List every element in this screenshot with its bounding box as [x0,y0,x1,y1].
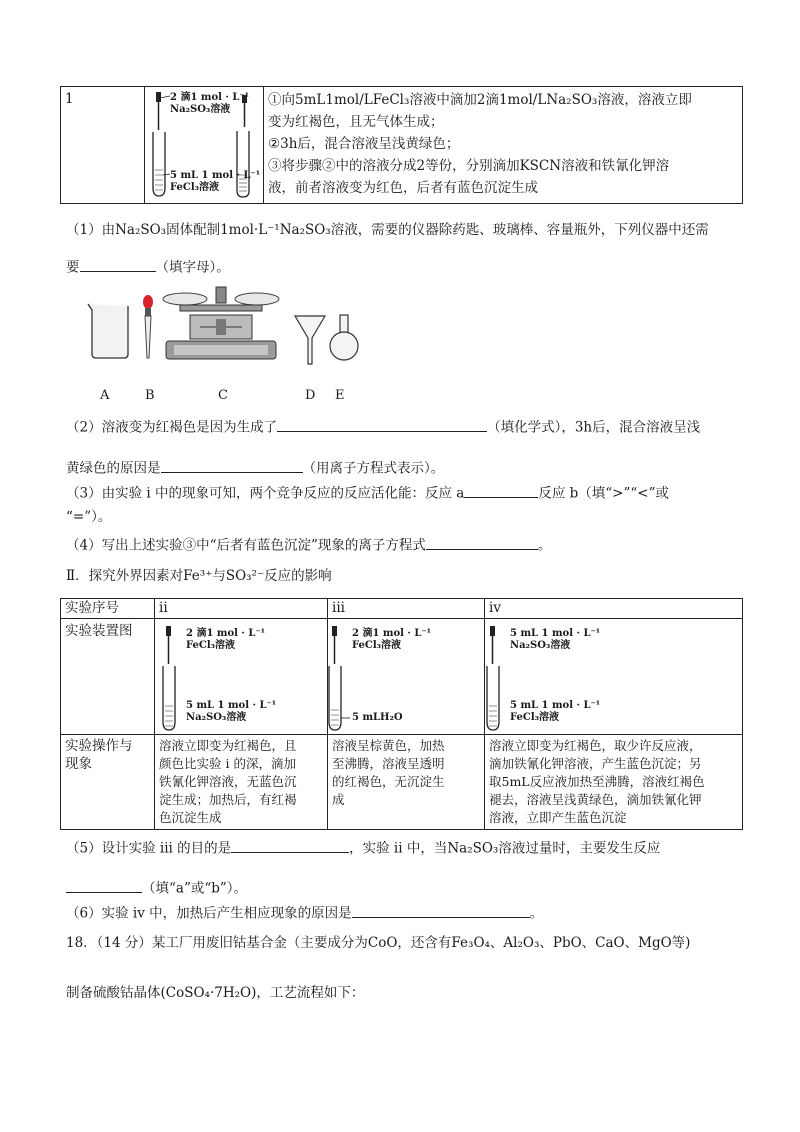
description-cell [264,87,743,204]
ops-label-cell: 实验操作与 现象 [61,735,155,830]
apparatus-label-c: C [218,388,228,403]
header-cell-0: 实验序号 [61,599,155,619]
answer-blank-q1[interactable] [80,257,156,272]
apparatus-label-b: B [145,388,155,403]
section-2-title: Ⅱ．探究外界因素对Fe³⁺与SO₃²⁻反应的影响 [66,568,332,584]
desc-line-3: ②3h后，混合溶液呈浅黄绿色； [268,136,460,152]
answer-blank-q5b[interactable] [66,878,142,893]
flask-icon [327,313,361,363]
iv-tube-label: 5 mL 1 mol · L⁻¹ FeCl₃溶液 [510,700,601,723]
iv-drop-label: 5 mL 1 mol · L⁻¹ Na₂SO₃溶液 [510,628,601,651]
drop-reagent-label: 2 滴1 mol · L⁻¹ Na₂SO₃溶液 [170,92,250,115]
iii-drop-label: 2 滴1 mol · L⁻¹ FeCl₃溶液 [352,628,432,651]
question-6: （6）实验 iv 中，加热后产生相应现象的原因是 。 [66,903,543,924]
question-2-line-1: （2）溶液变为红褐色是因为生成了 （填化学式），3h后，混合溶液呈浅 [66,417,700,438]
test-tube-ii-icon [160,624,188,736]
desc-line-2: 变为红褐色，且无气体生成； [268,114,444,130]
test-tube-iv-icon [484,624,512,736]
question-2-line-2: 黄绿色的原因是 （用离子方程式表示）。 [66,458,444,479]
question-18-line-1: 18．（14 分）某工厂用废旧钴基合金（主要成分为CoO，还含有Fe₃O₄、Al₂O₃、PbO、CaO、MgO等) [66,935,691,951]
answer-blank-q5a[interactable] [231,838,349,853]
desc-line-4: ③将步骤②中的溶液分成2等份，分别滴加KSCN溶液和铁氰化钾溶 [268,158,670,174]
table1-test-tube-icon [150,90,178,202]
question-4: （4）写出上述实验③中“后者有蓝色沉淀”现象的离子方程式 。 [66,535,551,556]
iii-tube-label: 5 mLH₂O [352,712,403,723]
tube-reagent-label: 5 mL 1 mol · L⁻¹ FeCl₃溶液 [170,170,261,193]
ops-ii-cell: 溶液立即变为红褐色，且 颜色比实验 i 的深，滴加 铁氰化钾溶液，无蓝色沉 淀生成；加热后，有红褐 色沉淀生成 [155,735,328,830]
dropper-icon [138,292,158,362]
question-3-line-1: （3）由实验 i 中的现象可知，两个竞争反应的反应活化能：反应 a 反应 b（填“>”“<”或 [66,483,669,504]
ii-tube-label: 5 mL 1 mol · L⁻¹ Na₂SO₃溶液 [186,700,277,723]
answer-blank-q2b[interactable] [161,458,303,473]
answer-blank-q4[interactable] [426,535,538,550]
question-1-line-1: （1）由Na₂SO₃固体配制1mol·L⁻¹Na₂SO₃溶液，需要的仪器除药匙、玻璃棒、容量瓶外，下列仪器中还需 [66,222,709,238]
beaker-icon [84,300,134,360]
header-cell-2: iii [328,599,485,619]
question-5-line-1: （5）设计实验 iii 的目的是 ，实验 ii 中，当Na₂SO₃溶液过量时，主要发生反应 [66,838,660,859]
test-tube-iii-icon [326,624,354,736]
row-id-cell [61,87,145,204]
question-18-line-2: 制备硫酸钴晶体(CoSO₄·7H₂O)，工艺流程如下： [66,985,365,1001]
answer-blank-q3[interactable] [464,483,538,498]
ii-drop-label: 2 滴1 mol · L⁻¹ FeCl₃溶液 [186,628,266,651]
row-id: 1 [65,91,74,107]
ops-iv-cell: 溶液立即变为红褐色，取少许反应液， 滴加铁氰化钾溶液，产生蓝色沉淀；另 取5mL反应液加热至沸腾，溶液红褐色 褪去，溶液呈浅黄绿色，滴加铁氰化钾 溶液，立即产生蓝色沉淀 [485,735,743,830]
ops-iii-cell: 溶液呈棕黄色，加热 至沸腾，溶液呈透明 的红褐色，无沉淀生 成 [328,735,485,830]
answer-blank-q6[interactable] [352,903,530,918]
header-cell-1: ii [155,599,328,619]
funnel-icon [293,312,327,366]
desc-line-1: ①向5mL1mol/LFeCl₃溶液中滴加2滴1mol/LNa₂SO₃溶液，溶液立即 [268,92,692,108]
desc-line-5: 液，前者溶液变为红色，后者有蓝色沉淀生成 [268,180,538,196]
answer-blank-q2a[interactable] [277,417,487,432]
question-3-line-2: “=”）。 [66,509,112,525]
header-cell-3: iv [485,599,743,619]
question-1-line-2: 要 （填字母）。 [66,257,230,278]
question-5-line-2: （填“a”或“b”）。 [66,878,247,899]
device-label-cell: 实验装置图 [61,619,155,735]
apparatus-label-e: E [335,388,345,403]
balance-icon [160,285,282,365]
apparatus-label-a: A [100,388,110,403]
apparatus-label-d: D [305,388,316,403]
